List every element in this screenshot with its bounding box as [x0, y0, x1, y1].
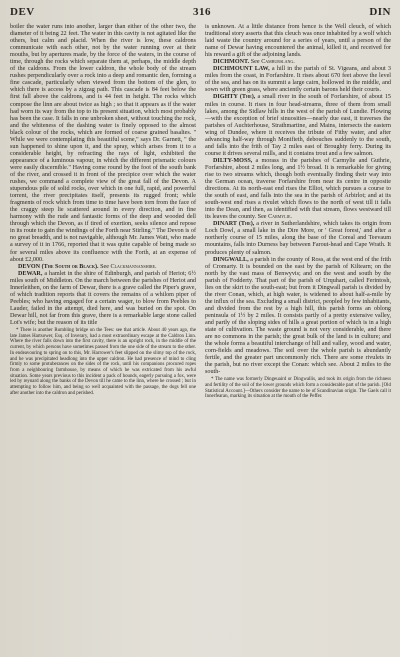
entry-dewar: [10, 271, 196, 327]
entry-dichmount-law: [205, 66, 391, 94]
entry-text: a hill in the parish of St. Vigeans, and about 3 miles from the coast, in Forfarshire. It rises about 670 feet above the level of the sea, and has on its summit a large cairn, hollowed in the middle, and sown with green grass, where anciently certain barons held their courts.: [205, 66, 392, 94]
left-column: [10, 24, 196, 400]
entry-heading: DINGWALL,: [213, 256, 249, 263]
entry-text: a small river in the south of Forfarshire, of about 15 miles in course. It rises in four head-streams, three of them from small lakes, among the Sidlaw hills in the west of the parish of Lundie. Flowing—with the exception of brief sinuosities—nearly due east, it traverses the parishes of Auchterhouse, Strathmartine, and Mains, intersects the eastern wing of Dundee, where it receives the tribute of Fithy water, and after advancing half-way through Monifieth, debouches suddenly to the south, and falls into the frith of Tay 2 miles east of Broughty ferry. During its course it drives several mills, and it contains trout and a few salmon.: [205, 94, 391, 157]
paragraph: is unknown. At a little distance from hence is the Well cleuch, of which traditional story asserts that this cleuch was once inhabited by a wolf which laid waste the country around for a series of years, until a person of the name of Dewar having encountered the animal, killed it, and received for his reward a gift of the adjoining lands.: [205, 24, 391, 59]
see-word: See: [250, 59, 260, 66]
entry-heading: DINART (The),: [213, 221, 255, 228]
page-number: 316: [193, 6, 212, 18]
entry-devon: [10, 264, 196, 271]
see-word: See: [257, 214, 267, 221]
paragraph: boiler the water runs into another, larger than either of the other two, the diameter of it being 22 feet. The water in this cavity is not agitated like the others, but calm and placid. When the river is low, these caldrons communicate with each other, not by the water running over at their mouths, but by apertures made, by the force of the waters, in the course of time, through the rocks which separate them at, perhaps, the middle depth of the caldrons. From the lower caldron, the whole body of the stream rushes perpendicularly over a rock into a deep and romantic den, forming a fine cascade, particularly when viewed from the bottom of the glen, to which there is access by a zigzag path. This cascade is 84 feet below the first fall above the caldrons, and is 44 feet in height. The rocks which compose the linn are about twice as high ; so that it appears as if the water had worn its way from the top to its present situation, which most probably has been the case. It falls in one unbroken sheet, without touching the rock, and the whiteness of the dashing water is finely opposed to the almost black colour of the rocks, which are formed of coarse grained basaltes. " While we were contemplating this beautiful scene," says Dr. Garnett, " the sun happened to shine upon it, and the spray, which arises from it to a considerable height, by refracting the rays of light, exhibited the appearance of a luminous vapour, in which the different prismatic colours were easily discernible." Having come round by the foot of the south bank of the river, and crossed it in front of the precipice over which the water rushes, we command a complete view of the great fall of the Devon. A stupendous pile of solid rocks, over which in one full, rapid, and powerful torrent, the river precipitates itself, presents its rugged front; while fragments of rock which from time to time have been torn from the face of the craggy steep lie scattered around in every direction, and in fine harmony with the rude and fantastic forms of the deep and wooded dell through which the Devon, as if tired of exertion, seeks silence and repose in its route to gain the windings of the Forth near Stirling." The Devon is of no great breadth, and is not navigable, although Mr. James Watt, who made a survey of it in 1766, reported that it was quite capable of being made so for several miles above its confluence with the Forth, at an expense of about £2,000.: [10, 24, 196, 263]
entry-text: a hamlet in the shire of Edinburgh, and parish of Heriot; 6½ miles south of Middleton. On the march between the parishes of Heriot and Innerleithen, on the farm of Dewar, there is a grave called the Piper's grave, of which tradition reports that it covers the remains of a whilom piper of Peebles; who having engaged for a certain wager, to blow from Peebles to Lauder, failed in the attempt, died here, and was buried on the spot. On Dewar hill, not far from this grave, there is a remarkable large stone called Lot's wife; but the reason of its title: [10, 270, 196, 326]
entry-text: a morass in the parishes of Carmylie and Guthrie, Forfarshire, about 2 miles long, and 1½ broad. It is remarkable for giving rise to two streams which, though both eventually finding their way into the German ocean, traverse Forfarshire from near its centre in opposite directions. At its north-east end rises the Elliot, which pursues a course to the south of east, and falls into the sea in the parish of Arbirlot; and at its south-west end rises a rivulet which flows to the north of west till it falls into the Dean, and then, as identified with that stream, flows westward till its leaves the county.: [205, 157, 391, 221]
entry-dinart: [205, 221, 391, 256]
footnote: [205, 377, 391, 400]
header-right: DIN: [369, 6, 391, 18]
entry-dingwall: [205, 257, 391, 377]
entry-heading: DICHMONT.: [213, 59, 250, 66]
entry-heading: DEWAR,: [18, 270, 43, 277]
entry-heading: DICHMOUNT LAW,: [213, 66, 270, 73]
cross-reference: Camburslang.: [261, 59, 295, 66]
entry-heading: DILTY-MOSS,: [213, 157, 253, 164]
entry-dilty-moss: [205, 158, 391, 221]
two-column-body: [10, 24, 391, 400]
footnote-text: * The name was formerly Dingeuaird or Dingwallis, and took its origin from the richness and fertility of the soil of the lower grounds which form a considerable part of the parish. [Old Statistical Account.]—Others consider the name to be of Scandinavian origin. The Gaels call it Innerfearan, marking its situation at the mouth of the Peffer.: [205, 377, 391, 400]
footnote: [10, 328, 196, 396]
see-word: See: [100, 263, 109, 270]
cross-reference: Clackmannanshire.: [110, 263, 157, 270]
entry-heading: DEVON (The South or Black).: [18, 263, 99, 270]
right-column: [205, 24, 391, 400]
cross-reference: Carmylie.: [268, 214, 292, 221]
running-header: [10, 6, 391, 20]
entry-text: a parish in the county of Ross, at the west end of the frith of Cromarty. It is bounded on the east by the parish of Kiltearn; on the north by the vast mass of Benwyvis; and on the west and south by the parish of Fodderty. That part of the parish of Urquhart, called Ferintosh, lies on the skirt to the south-east; but from it Dingwall parish is divided by the river Conan, which, at high water, is widened to about half-a-mile by the influx of the sea. Excluding a small district, peopled by few inhabitants, and divided from the rest by a high hill, this parish forms an oblong peninsula of 1½ by 2 miles. It consists partly of a pretty extensive valley, and partly of the sloping sides of hills a great portion of which is in a high state of cultivation. The waste ground is not very considerable, and there are no commons in the parish; the great bulk of the land is in culture; and the whole forms a beautiful interchange of hill and valley, wood and water, corn-fields and meadows. The soil over the whole parish is abundantly fertile, and the greater part uncommonly rich. There are some rivulets in the parish, but no river except the Conan: which see. About 2 miles to the south-: [205, 256, 391, 376]
header-left: DEV: [10, 6, 35, 18]
entry-text: a river in Sutherlandshire, which takes its origin from Loch Dowl, a small lake in the Dire More, or ' Great forest,' and after a northerly course of 15 miles, along the base of the Coreal and Teevaum mountains, falls into Durness bay between Farout-head and Cape Wrath. It produces plenty of salmon.: [205, 221, 392, 256]
entry-heading: DIGHTY (The),: [213, 94, 256, 101]
entry-dighty: [205, 94, 391, 157]
footnote-text: * There is another Rumbling bridge on the Tees: see that article. About 40 years ago, the late James Hartsower, Esq. of Inverary, had a most extraordinary escape at the Caldron Linn. Where the river falls down into the first cavity, there is an upright rock, in the middle of the current, by which persons have sometimes passed from the one side of the stream to the other. In endeavouring to spring on to this, Mr. Harrower's feet slipped on the slimy top of the rock, and he was precipitated headlong into the upper caldron. He had presence of mind to cling firmly to some protuberances on the sides of the rock, until his companions procured ropes from a neighbouring farmhouse, by means of which he was extricated from his awful situation. Some years previous to this incident a pack of hounds, eagerly pursuing a fox, were led by reynard along the banks of the Devon till he came to the linn, where he crossed ; but in attempting to follow him, and being so well acquainted with the passage, the dogs fell one after another into the caldron and perished.: [10, 328, 196, 396]
